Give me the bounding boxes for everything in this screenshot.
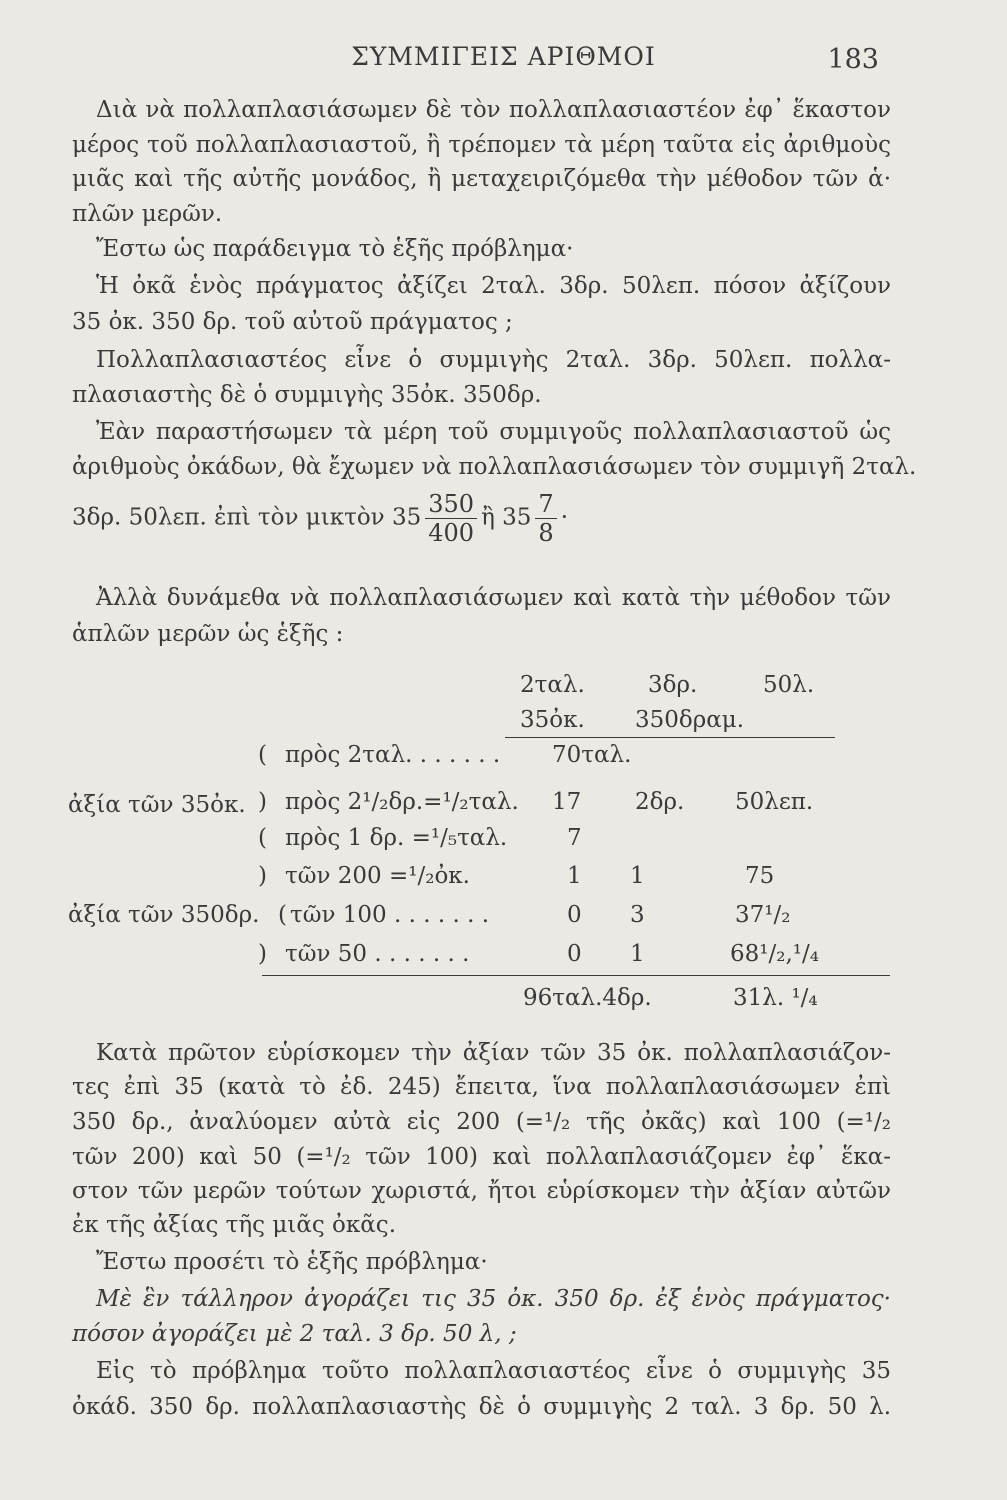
row-value-lepta: 37¹/₂ — [735, 902, 791, 928]
text-line: Μὲ ἓν τάλληρον ἀγοράζει τις 35 ὀκ. 350 δρ. ἐξ ἑνὸς πράγματος· — [96, 1286, 891, 1312]
text-line: 35 ὀκ. 350 δρ. τοῦ αὐτοῦ πράγματος ; — [72, 309, 513, 335]
row-value-drachmai: 1 — [630, 941, 645, 967]
fraction-denominator: 8 — [538, 519, 554, 547]
text-line: στον τῶν μερῶν τούτων χωριστά, ἤτοι εὑρίσκομεν τὴν ἀξίαν αὐτῶν — [72, 1178, 891, 1204]
page-number: 183 — [827, 44, 879, 75]
text-line: πλῶν μερῶν. — [72, 201, 223, 227]
running-head: ΣΥΜΜΙΓΕΙΣ ΑΡΙΘΜΟΙ — [351, 42, 656, 71]
row-description: τῶν 50 . . . . . . . — [285, 941, 470, 967]
row-paren: ) — [258, 863, 267, 889]
text-line: πλασιαστὴς δὲ ὁ συμμιγὴς 35ὀκ. 350δρ. — [72, 382, 542, 408]
formula-prefix: 3δρ. 50λεπ. ἐπὶ τὸν μικτὸν 35 — [72, 504, 422, 531]
formula-middle: ἢ 35 — [481, 504, 532, 531]
text-line: Ἔστω προσέτι τὸ ἑξῆς πρόβλημα· — [96, 1249, 488, 1275]
row-value-lepta: 68¹/₂,¹/₄ — [730, 941, 819, 967]
multiplier-drams: 350δραμ. — [635, 707, 745, 733]
multiplier-underline — [505, 737, 835, 738]
text-line: Ἡ ὀκᾶ ἑνὸς πράγματος ἀξίζει 2ταλ. 3δρ. 50λεπ. πόσον ἀξίζουν — [96, 273, 891, 299]
group-label-350-drams: ἀξία τῶν 350δρ. — [68, 902, 260, 928]
row-description: πρὸς 2ταλ. . . . . . . — [285, 742, 501, 768]
row-description: πρὸς 1 δρ. =¹/₅ταλ. — [285, 825, 508, 851]
text-line: Κατὰ πρῶτον εὑρίσκομεν τὴν ἀξίαν τῶν 35 ὀκ. πολλαπλασιάζον- — [96, 1040, 891, 1066]
text-line: ὀκάδ. 350 δρ. πολλαπλασιαστὴς δὲ ὁ συμμιγὴς 2 ταλ. 3 δρ. 50 λ. — [72, 1394, 891, 1420]
sum-rule — [262, 975, 890, 976]
row-description: τῶν 100 . . . . . . . — [290, 902, 490, 928]
fraction-numerator: 350 — [425, 490, 477, 519]
multiplicand-lepta: 50λ. — [763, 672, 815, 698]
row-value-lepta: 50λεπ. — [735, 789, 814, 815]
formula-end: · — [560, 504, 569, 531]
text-line: μέρος τοῦ πολλαπλασιαστοῦ, ἢ τρέπομεν τὰ μέρη ταῦτα εἰς ἀριθμοὺς — [72, 132, 891, 158]
fraction-numerator: 7 — [535, 490, 556, 519]
text-line: τῶν 200) καὶ 50 (=¹/₂ τῶν 100) καὶ πολλαπλασιάζομεν ἐφ᾽ ἕκα- — [72, 1144, 891, 1170]
text-line: Ἀλλὰ δυνάμεθα νὰ πολλαπλασιάσωμεν καὶ κατὰ τὴν μέθοδον τῶν — [96, 585, 891, 611]
text-line: Διὰ νὰ πολλαπλασιάσωμεν δὲ τὸν πολλαπλασιαστέον ἐφ᾽ ἕκαστον — [96, 97, 891, 123]
text-line: Ἔστω ὡς παράδειγμα τὸ ἑξῆς πρόβλημα· — [96, 236, 574, 262]
text-line: Ἐὰν παραστήσωμεν τὰ μέρη τοῦ συμμιγοῦς πολλαπλασιαστοῦ ὡς — [96, 419, 891, 445]
row-paren: ( — [258, 825, 267, 851]
total-talira-drachmai: 96ταλ.4δρ. — [523, 985, 652, 1011]
row-paren: ) — [258, 789, 267, 815]
row-value-drachmai: 3 — [630, 902, 645, 928]
row-value-drachmai: 2δρ. — [635, 789, 685, 815]
row-value-talira: 7 — [567, 825, 582, 851]
total-lepta: 31λ. ¹/₄ — [733, 985, 818, 1011]
text-line: μιᾶς καὶ τῆς αὐτῆς μονάδος, ἢ μεταχειριζόμεθα τὴν μέθοδον τῶν ἁ· — [72, 166, 891, 192]
multiplicand-talira: 2ταλ. — [520, 672, 585, 698]
text-line: τες ἐπὶ 35 (κατὰ τὸ ἐδ. 245) ἔπειτα, ἵνα πολλαπλασιάσωμεν ἐπὶ — [72, 1074, 891, 1100]
text-line: Πολλαπλασιαστέος εἶνε ὁ συμμιγὴς 2ταλ. 3δρ. 50λεπ. πολλα- — [96, 347, 891, 373]
row-value-lepta: 75 — [745, 863, 775, 889]
row-value-drachmai: 1 — [630, 863, 645, 889]
text-line: ἀριθμοὺς ὀκάδων, θὰ ἔχωμεν νὰ πολλαπλασιάσωμεν τὸν συμμιγῆ 2ταλ. — [72, 454, 917, 480]
row-value-talira: 70ταλ. — [552, 742, 632, 768]
fraction-350-400 — [425, 490, 477, 547]
row-paren: ( — [278, 902, 287, 928]
row-description: πρὸς 2¹/₂δρ.=¹/₂ταλ. — [285, 789, 519, 815]
text-line: ἐκ τῆς ἀξίας τῆς μιᾶς ὀκᾶς. — [72, 1212, 396, 1238]
text-line: Εἰς τὸ πρόβλημα τοῦτο πολλαπλασιαστέος εἶνε ὁ συμμιγὴς 35 — [96, 1358, 891, 1384]
multiplicand-drachmai: 3δρ. — [648, 672, 698, 698]
row-value-talira: 1 — [567, 863, 582, 889]
row-description: τῶν 200 =¹/₂ὀκ. — [285, 863, 470, 889]
text-line: ἁπλῶν μερῶν ὡς ἑξῆς : — [72, 621, 344, 647]
text-line: πόσον ἀγοράζει μὲ 2 ταλ. 3 δρ. 50 λ, ; — [72, 1321, 517, 1347]
mixed-number-formula — [72, 490, 568, 547]
row-value-talira: 0 — [567, 902, 582, 928]
text-line: 350 δρ., ἀναλύομεν αὐτὰ εἰς 200 (=¹/₂ τῆς ὀκᾶς) καὶ 100 (=¹/₂ — [72, 1109, 891, 1135]
row-value-talira: 17 — [552, 789, 582, 815]
row-value-talira: 0 — [567, 941, 582, 967]
fraction-7-8 — [535, 490, 556, 547]
multiplier-okades: 35ὀκ. — [520, 707, 585, 733]
row-paren: ) — [258, 941, 267, 967]
group-label-35-okades: ἀξία τῶν 35ὀκ. — [68, 792, 246, 818]
row-paren: ( — [258, 742, 267, 768]
fraction-denominator: 400 — [428, 519, 475, 547]
